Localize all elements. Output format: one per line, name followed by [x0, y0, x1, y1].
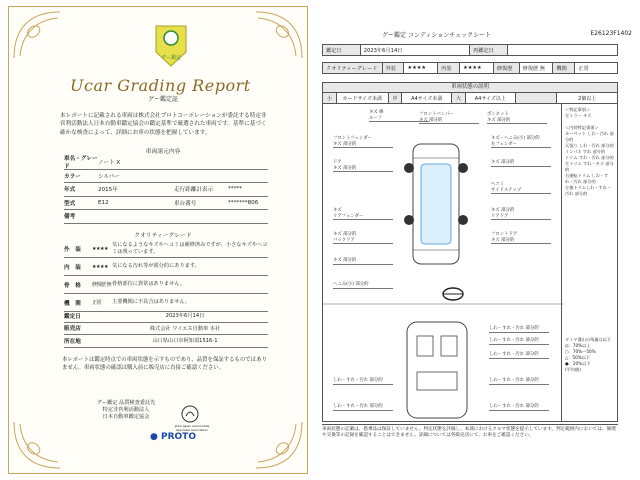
damage-label: しわ・すれ・汚れ 部分的 [489, 378, 549, 385]
damage-label: しわ・すれ・汚れ 部分的 [333, 378, 393, 385]
interior-outline [407, 322, 467, 418]
damage-label: キズ 部分的 リアドア [491, 208, 551, 220]
damage-label: フロントフェンダー キズ 部分的 [333, 136, 393, 148]
wheel-icon [404, 215, 414, 225]
year-label: 年式 [64, 187, 76, 194]
appraisal-date-row [322, 44, 618, 56]
wheel-icon [458, 215, 468, 225]
sheet-title: グー鑑定 コンディションチェックシート [382, 32, 492, 39]
appraisal-org [86, 400, 166, 422]
goo-appraisal-badge-icon [154, 24, 188, 68]
damage-label: しわ・すれ・汚れ 部分的 [489, 404, 549, 411]
header-cell: ★★★★ [404, 63, 438, 73]
proto-logo [150, 432, 196, 442]
model-label: 型式 [64, 200, 76, 207]
header-cell: 修復歴 無 [520, 63, 554, 73]
color-value: シルバー [98, 173, 120, 180]
badge-text: グー鑑定 [160, 55, 182, 61]
sheet-footer-note: 車両状態の記載は、搭乗品は保証していません。判定状態を評価し、本部におけるクルマ状態を提示しています。判定範囲内においては、修理や交換等の記録を確認することはできません。詳細については各販売店にて、お車をご確認ください。 [322, 424, 618, 439]
quality-rating: 修復歴 無 [92, 282, 112, 288]
damage-label: しわ・すれ・汚れ 部分的 [489, 338, 549, 345]
header-cell: 外装 [383, 63, 405, 73]
table-row [64, 310, 268, 323]
damage-label: ドア キズ 部分的 [333, 160, 393, 172]
header-cell: ★★★★ [460, 63, 494, 73]
header-cell: 正常 [578, 65, 589, 72]
table-row [64, 276, 268, 294]
table-row [64, 183, 268, 197]
damage-label: へこみ(小) 部分的 [333, 282, 393, 289]
damage-label: しわ・すれ・汚れ 部分的 [489, 326, 549, 333]
dealer-info-table [64, 310, 268, 348]
damage-label: キズ リアフェンダー [333, 208, 393, 220]
size-legend-cell: A4サイズ未満 [402, 93, 452, 103]
damage-label: キズ・へこみ(小) 部分的 左フェンダー [491, 136, 551, 148]
org-line: 日本自動車鑑定協会 [102, 414, 150, 421]
size-legend-cell: A4サイズ以上 [466, 93, 516, 103]
remarks-label: 備考 [64, 214, 76, 221]
ornament-corner-icon [10, 8, 64, 62]
quality-label: 外 装 [64, 246, 81, 253]
mileage-label: 走行距離計表示 [174, 187, 214, 194]
shop-label: 販売店 [64, 326, 81, 333]
ornament-corner-icon [252, 418, 306, 472]
shop-value: 株式会社 ワイエス自動車 本社 [149, 325, 221, 332]
table-row [64, 170, 268, 184]
table-row [64, 210, 268, 224]
damage-label: フロントバンパー キズ 部分的 [419, 112, 479, 124]
quality-description: 骨格部位に異常はありません。 [112, 281, 185, 287]
vehicle-info-table [64, 156, 268, 224]
quality-rating: ★★★★ [92, 245, 108, 252]
mileage-value: ***** [228, 186, 242, 193]
chassis-value: *******806 [228, 199, 259, 206]
date-label: 鑑定日 [64, 313, 81, 320]
special-notes-box [562, 104, 618, 422]
quality-label: 内 装 [64, 264, 81, 271]
vehicle-info-title: 車両諸元内容 [145, 149, 181, 155]
ornament-corner-icon [10, 418, 64, 472]
damage-label: しわ・すれ・汚れ 部分的 [489, 352, 549, 359]
jaaa-logo-icon [180, 404, 200, 424]
table-row [64, 156, 268, 170]
quality-grade-table [64, 240, 268, 312]
wheel-icon [458, 163, 468, 173]
sheet-id: E26123F1402 [590, 30, 632, 37]
vehicle-damage-diagram [322, 104, 562, 422]
header-cell: 修復歴 [494, 63, 520, 73]
quality-rating: ★★★★ [92, 263, 108, 270]
address-value: 山口県山口市阿知須1516-1 [152, 338, 218, 345]
damage-label: しわ・すれ・汚れ 部分的 [333, 404, 393, 411]
name-value: ノート X [98, 160, 121, 167]
size-legend-cell: 中 [389, 93, 403, 103]
damage-size-legend [322, 92, 618, 104]
special-notes-text: ＜特記事項＞ 左ミラー キズ ＜内装特記事項＞ カーペット しわ・汚れ 部分的 天張り しわ・汚れ 部分的 インパネ すれ 部分的 トリム すれ・汚れ 部分的 左トリム すれ・キズ 部分的 右運転トリム しわ・すれ・汚れ 部分的 左後トリムしわ・すれ・汚れ 部分的 [565, 107, 614, 196]
size-legend-cell [516, 93, 558, 103]
header-cell: クオリティーグレード [323, 63, 383, 73]
header-cell: 機関 [553, 63, 575, 73]
date-value: 2023年6月14日 [165, 313, 205, 320]
certificate-note: 本レポートは鑑定時点での車両状態を示すものであり、品質を保証するものではありません。車両状態の確認は購入前に販売店に直接ご確認ください。 [62, 357, 267, 372]
table-row [64, 335, 268, 348]
size-legend-cell: カードサイズ未満 [337, 93, 389, 103]
table-row [64, 323, 268, 336]
jaaa-text: JAAA Japan Automobile Appraisal Association [174, 424, 210, 432]
proto-logo-icon: ● [150, 432, 158, 442]
damage-label: キズ 部分的 バックドア [333, 232, 393, 244]
chassis-label: 車台番号 [174, 200, 197, 207]
proto-text: PROTO [161, 432, 196, 442]
quality-description: 気になる汚れ等が部分的にあります。 [112, 263, 200, 269]
table-row [64, 240, 268, 258]
certificate-subtitle: グー鑑定証 [147, 96, 178, 103]
wheel-icon [404, 163, 414, 173]
damage-label: キズ 部分的 [333, 258, 393, 265]
certificate-paragraph: 本レポートに記載される車両は株式会社プロトコーポレーションが委託する特定非営利活動法人日本自動車鑑定協会の鑑定基準で厳選された車両です。基準に基づく確かな検査によって、詳細にお車の状態を把握しています。 [60, 113, 267, 136]
quality-grade-row [322, 62, 618, 74]
condition-explain-title: 車両状態の説明 [322, 82, 618, 92]
table-row [64, 197, 268, 211]
header-cell [508, 45, 617, 55]
ornament-corner-icon [252, 8, 306, 62]
header-cell: 2023年6月14日 [361, 45, 470, 55]
damage-label: キズ 修 ルーフ [369, 110, 429, 122]
damage-label: ボンネット キズ 部分的 [487, 112, 547, 124]
header-cell: 鑑定日 [323, 45, 361, 55]
tire-notes-text: タイヤ溝山の残量は以下 ◎：70%以上 ○：70%〜50% △：50%以下 ●：20%以下 (平均値) [565, 337, 611, 372]
org-line: グー鑑定 品質検査委託先 [96, 400, 156, 406]
color-label: カラー [64, 173, 81, 180]
quality-grade-title: クオリティーグレード [134, 233, 192, 239]
car-cabin [421, 164, 451, 244]
damage-label: ヘコミ サイドステップ [491, 182, 551, 194]
quality-label: 機 関 [64, 300, 81, 307]
report-title: Ucar Grading Report [70, 76, 251, 95]
name-label: 車名・グレード [64, 156, 98, 171]
size-legend-cell: 大 [452, 93, 466, 103]
quality-rating: 正常 [92, 300, 102, 306]
address-label: 所在地 [64, 338, 81, 345]
size-legend-cell: 2個以上 [578, 95, 597, 102]
table-row [64, 258, 268, 276]
damage-label: フロントドア キズ 部分的 [491, 232, 551, 244]
damage-label: キズ 部分的 [491, 160, 551, 167]
year-value: 2015年 [98, 187, 118, 194]
header-cell: 内装 [438, 63, 460, 73]
size-legend-cell: 小 [323, 93, 337, 103]
model-value: E12 [98, 199, 109, 206]
quality-description: 気になるようなキズやヘコミは補修済みですが、小さなキズやヘコミは残っています。 [112, 241, 268, 255]
org-line: 特定非営利活動法人 [102, 407, 150, 414]
quality-description: 主要機関に不具合はありません。 [112, 299, 191, 305]
quality-label: 骨 格 [64, 282, 81, 289]
header-cell: 再鑑定日 [470, 45, 508, 55]
